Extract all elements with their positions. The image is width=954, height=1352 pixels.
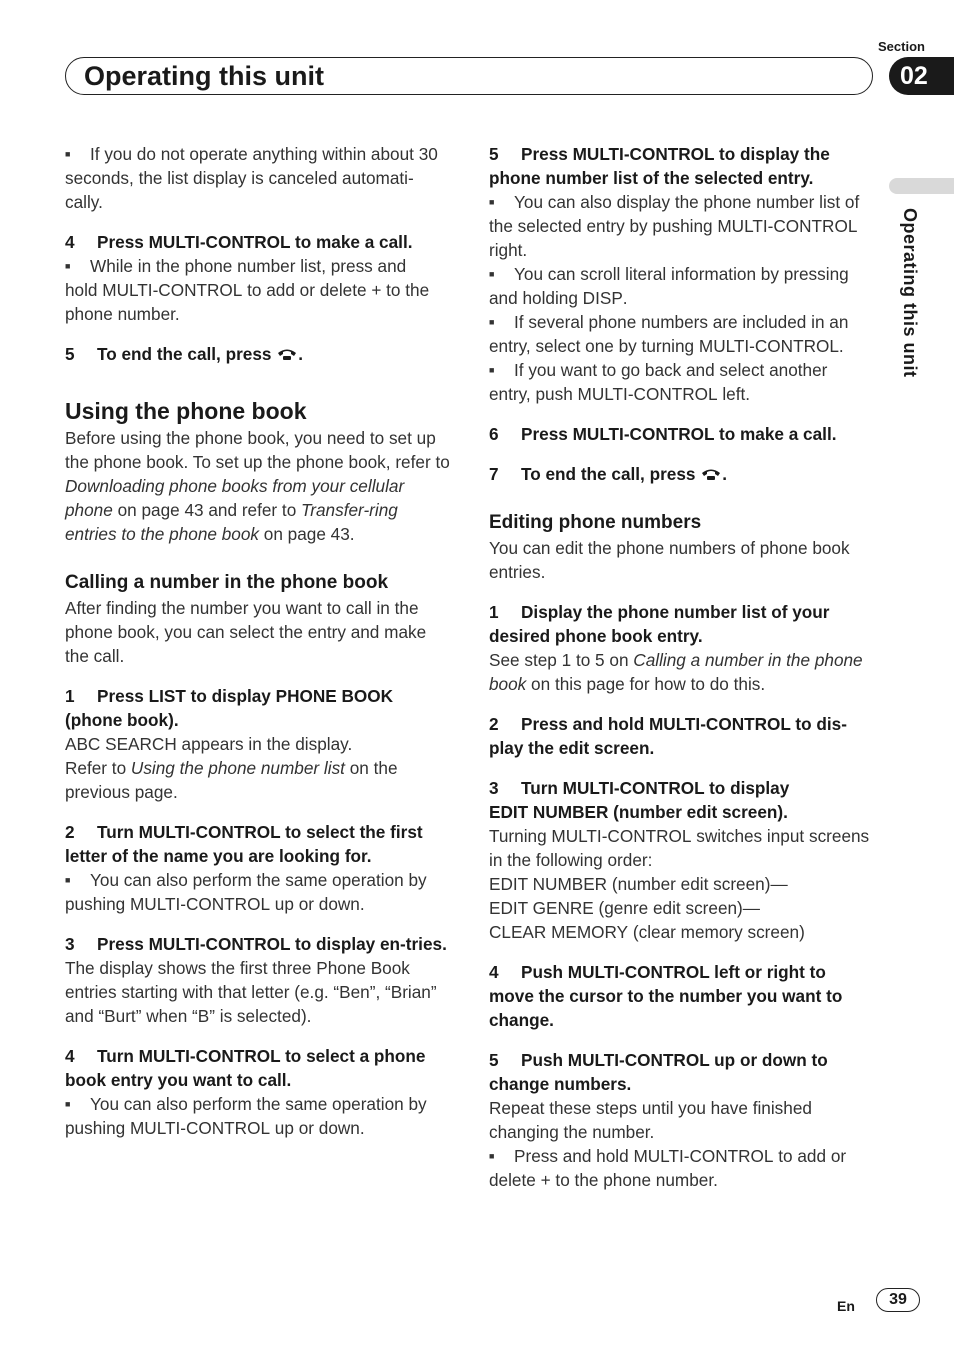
left-column	[65, 142, 450, 1140]
calling-step-2-bullet: ■ You can also perform the same operation by pushing MULTI-CONTROL up or down.	[65, 868, 450, 916]
editing-step-1-text: See step 1 to 5 on Calling a number in the phone book on this page for how to do this.	[489, 650, 863, 694]
editing-step-4: 4 Push MULTI-CONTROL left or right to move the cursor to the number you want to change.	[489, 962, 843, 1030]
calling-step-4: 4 Turn MULTI-CONTROL to select a phone book entry you want to call.	[65, 1046, 426, 1090]
step-5-end-call: 5 To end the call, press .	[65, 344, 304, 364]
editing-step-2: 2 Press and hold MULTI-CONTROL to dis-play the edit screen.	[489, 714, 847, 758]
calling-step-1-text: ABC SEARCH appears in the display. Refer to Using the phone number list on the previous page.	[65, 734, 398, 802]
calling-step-1: 1 Press LIST to display PHONE BOOK (phone book).	[65, 686, 394, 730]
editing-step-5: 5 Push MULTI-CONTROL up or down to change numbers.	[489, 1050, 828, 1094]
page-number: 39	[876, 1288, 920, 1312]
editing-intro-text: You can edit the phone numbers of phone book entries.	[489, 538, 850, 582]
calling-step-3: 3 Press MULTI-CONTROL to display en-tries.	[65, 934, 447, 954]
bullet-several-numbers: ■ If several phone numbers are included in an entry, select one by turning MULTI-CONTROL.	[489, 310, 871, 358]
bullet-hold-to-add-cont: hold MULTI-CONTROL to add or delete + to the phone number.	[65, 280, 430, 324]
footer-language: En	[837, 1298, 855, 1314]
side-tab-label: Operating this unit	[900, 208, 920, 378]
step-7-end-call: 7 To end the call, press .	[489, 464, 728, 484]
phone-hangup-icon	[700, 467, 722, 481]
step-5-display-list: 5 Press MULTI-CONTROL to display the phone number list of the selected entry.	[489, 144, 830, 188]
page-title: Operating this unit	[84, 61, 324, 91]
editing-step-1: 1 Display the phone number list of your desired phone book entry.	[489, 602, 830, 646]
bullet-scroll-disp: ■ You can scroll literal information by pressing and holding DISP.	[489, 262, 871, 310]
bullet-go-back: ■ If you want to go back and select another entry, push MULTI-CONTROL left.	[489, 358, 871, 406]
section-label: Section	[878, 39, 925, 54]
calling-step-4-bullet: ■ You can also perform the same operation by pushing MULTI-CONTROL up or down.	[65, 1092, 450, 1140]
editing-step-5-text: Repeat these steps until you have finished changing the number.	[489, 1098, 812, 1142]
heading-using-phone-book: Using the phone book	[65, 398, 307, 424]
editing-step-5-bullet: ■ Press and hold MULTI-CONTROL to add or delete + to the phone number.	[489, 1144, 871, 1192]
step-4-make-call: 4 Press MULTI-CONTROL to make a call.	[65, 232, 413, 252]
editing-step-3-text: Turning MULTI-CONTROL switches input screens in the following order: EDIT NUMBER (number edit screen)— EDIT GENRE (genre edit screen)— CLEAR MEMORY (clear memory screen)	[489, 826, 870, 942]
step-6-make-call: 6 Press MULTI-CONTROL to make a call.	[489, 424, 837, 444]
using-intro-text: Before using the phone book, you need to set up the phone book. To set up the phone book, refer to Downloading phone books from your cellular phone on page 43 and refer to Transfer-ring entries to the phone book on page 43.	[65, 428, 450, 544]
bullet-push-right: ■ You can also display the phone number list of the selected entry by pushing MULTI-CONTROL right.	[489, 190, 871, 262]
bullet-cancel-note: ■ If you do not operate anything within about 30 seconds, the list display is canceled automati-cally.	[65, 142, 450, 214]
calling-step-3-text: The display shows the first three Phone Book entries starting with that letter (e.g. “Ben”, “Brian” and “Burt” when “B” is selected).	[65, 958, 437, 1026]
calling-intro-text: After finding the number you want to call in the phone book, you can select the entry and make the call.	[65, 598, 427, 666]
phone-hangup-icon	[276, 347, 298, 361]
editing-step-3: 3 Turn MULTI-CONTROL to display EDIT NUMBER (number edit screen).	[489, 778, 790, 822]
side-tab-marker	[889, 178, 954, 194]
right-column	[489, 142, 871, 1192]
calling-step-2: 2 Turn MULTI-CONTROL to select the first letter of the name you are looking for.	[65, 822, 423, 866]
heading-editing-numbers: Editing phone numbers	[489, 512, 702, 533]
heading-calling-number: Calling a number in the phone book	[65, 572, 389, 593]
bullet-hold-to-add: ■ While in the phone number list, press and	[65, 254, 450, 278]
section-number-badge: 02	[889, 57, 954, 95]
